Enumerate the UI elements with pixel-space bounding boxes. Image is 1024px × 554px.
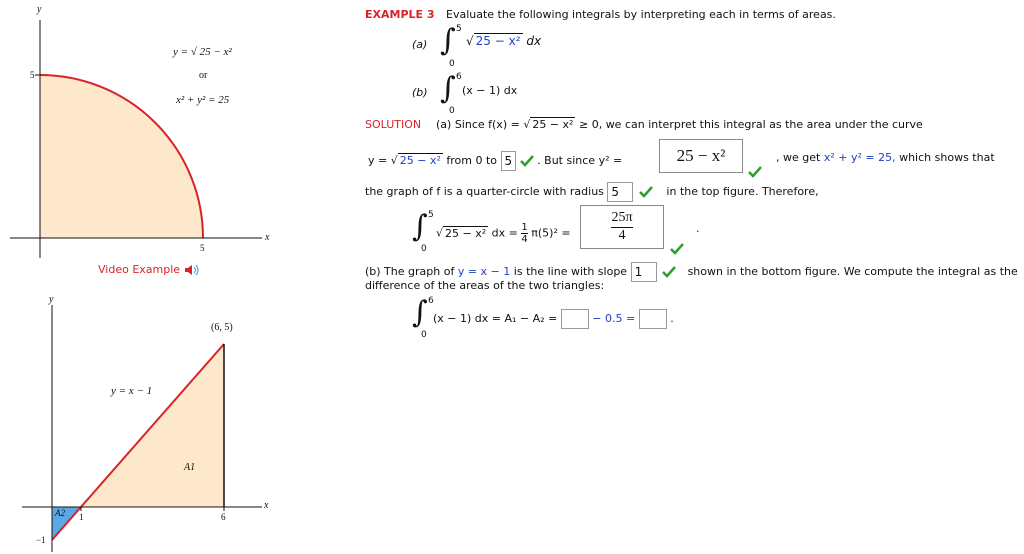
- result-b-period: .: [670, 312, 674, 325]
- result-a-dx: dx =: [491, 226, 518, 240]
- fraction-num: 1: [521, 222, 528, 233]
- answer-y-squared-field[interactable]: 25 − x²: [659, 139, 743, 173]
- solution-line-1-end: ≥ 0, we can interpret this integral as the area under the curve: [578, 118, 923, 131]
- fraction-den: 4: [521, 234, 528, 245]
- solution-b-line-2: difference of the areas of the two triangles:: [365, 279, 605, 292]
- result-a-period: .: [696, 222, 700, 235]
- line-figure: [0, 290, 290, 554]
- answer-integral-a-num: 25π: [611, 210, 633, 225]
- point-label: (6, 5): [211, 322, 233, 333]
- solution-line-1-start: (a) Since f(x) =: [436, 118, 520, 131]
- line-3-start: the graph of f is a quarter-circle with radius: [365, 185, 604, 198]
- line-2-from: from 0 to: [446, 154, 498, 167]
- solution-line-2-tail: [776, 151, 995, 165]
- answer-radius-field[interactable]: 5: [607, 182, 633, 202]
- bottom-tick-y-neg1: −1: [36, 535, 46, 545]
- check-icon: [670, 243, 684, 255]
- integral-sign-result-b: ∫: [412, 295, 428, 330]
- answer-a1-field[interactable]: [561, 309, 589, 329]
- line-2-end: which shows that: [899, 151, 995, 164]
- solution-line-3: [365, 182, 819, 202]
- result-b-expr: (x − 1) dx = A₁ − A₂ =: [433, 312, 558, 325]
- part-a-radicand: 25 − x²: [475, 34, 521, 48]
- check-icon: [662, 266, 676, 278]
- speaker-icon[interactable]: [184, 264, 200, 276]
- part-b-label: (b): [412, 86, 428, 99]
- area-a2-label: A2: [55, 508, 65, 518]
- part-b-upper: 6: [456, 72, 462, 82]
- top-axis-x-label: x: [265, 232, 270, 243]
- answer-integral-a-den: 4: [618, 228, 626, 243]
- video-example-label[interactable]: Video Example: [98, 263, 181, 276]
- answer-integral-b-field[interactable]: [639, 309, 667, 329]
- part-a-lower: 0: [449, 59, 455, 69]
- example-prompt: Evaluate the following integrals by interpreting each in terms of areas.: [446, 8, 836, 21]
- line-equation-label: y = x − 1: [111, 385, 153, 397]
- part-a-label: (a): [412, 38, 428, 51]
- bottom-axis-x-label: x: [264, 500, 269, 511]
- top-axis-y-label: y: [37, 4, 42, 15]
- check-icon: [520, 155, 534, 167]
- part-b-integrand: (x − 1) dx: [462, 84, 518, 97]
- line-3-end: in the top figure. Therefore,: [666, 185, 819, 198]
- result-b-expression: [433, 309, 674, 329]
- line-2-we-get: , we get: [776, 151, 821, 164]
- result-a-lower: 0: [421, 244, 427, 254]
- example-number: EXAMPLE 3: [365, 8, 435, 21]
- part-a-dx: dx: [526, 34, 542, 48]
- or-text: or: [199, 70, 208, 81]
- example-heading: [365, 8, 435, 21]
- solution-line-1: (a) Since f(x) = √ 25 − x² ≥ 0, we can interpret this integral as the area under the curve: [436, 118, 923, 131]
- top-tick-x: 5: [200, 243, 205, 253]
- top-tick-y: 5: [30, 70, 35, 80]
- integral-sign-a: ∫: [440, 23, 456, 58]
- result-a-radicand: 25 − x²: [445, 226, 487, 240]
- circle-equation-2: x² + y² = 25: [176, 94, 230, 106]
- answer-upper-limit-field[interactable]: 5: [501, 151, 517, 171]
- line-2-but: . But since y² =: [537, 154, 623, 167]
- part-a-upper: 5: [456, 24, 462, 34]
- b-line-1-mid: is the line with slope: [513, 265, 628, 278]
- solution-line-1-radicand: 25 − x²: [532, 118, 574, 131]
- result-b-lower: 0: [421, 330, 427, 340]
- b-line-1-start: (b) The graph of: [365, 265, 455, 278]
- check-icon: [748, 166, 762, 178]
- line-2-circle-eq: x² + y² = 25,: [823, 151, 896, 164]
- solution-line-2: y = √ 25 − x² from 0 to 5 . But since y² =: [368, 151, 622, 171]
- answer-integral-a-field[interactable]: [580, 205, 664, 249]
- bottom-axis-y-label: y: [49, 294, 54, 305]
- integral-sign-b: ∫: [440, 71, 456, 106]
- integral-sign-result-a: ∫: [412, 209, 428, 244]
- result-b-minus: − 0.5 =: [592, 312, 636, 325]
- answer-slope-field[interactable]: 1: [631, 262, 657, 282]
- bottom-tick-x6: 6: [221, 512, 226, 522]
- line-2-radicand: 25 − x²: [399, 154, 441, 167]
- part-b-lower: 0: [449, 106, 455, 116]
- area-a1-label: A1: [184, 462, 196, 473]
- circle-equation-1: y = √ 25 − x²: [173, 46, 232, 58]
- result-a-upper: 5: [428, 210, 434, 220]
- line-2-y: y =: [368, 154, 388, 167]
- result-a-rest: π(5)² =: [531, 226, 571, 240]
- video-example-link[interactable]: [98, 263, 200, 276]
- bottom-tick-x1: 1: [79, 512, 84, 522]
- result-a-expression: √ 25 − x² dx = $\frac{1}{4}$ π(5)² =: [436, 222, 571, 245]
- b-line-1-eq: y = x − 1: [457, 265, 511, 278]
- quarter-circle-figure: [0, 0, 290, 260]
- check-icon: [639, 186, 653, 198]
- part-a-integrand: √ 25 − x² dx: [466, 34, 542, 48]
- result-b-upper: 6: [428, 296, 434, 306]
- one-quarter-fraction: [521, 222, 527, 245]
- solution-label: SOLUTION: [365, 118, 422, 131]
- b-line-1-end: shown in the bottom figure. We compute the integral as the: [687, 265, 1018, 278]
